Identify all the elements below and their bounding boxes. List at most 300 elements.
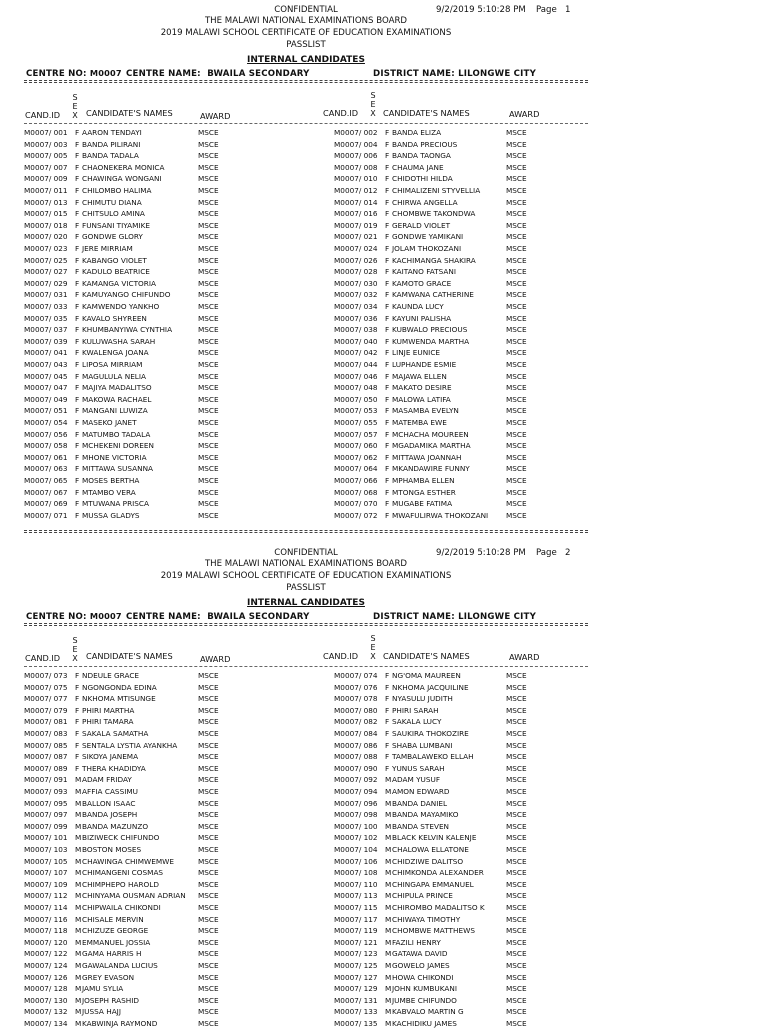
candidate-id: M0007/ 043 bbox=[24, 360, 68, 369]
candidate-name: LIPOSA MIRRIAM bbox=[82, 360, 143, 369]
candidate-id: M0007/ 044 bbox=[334, 360, 378, 369]
col-candid-right: CAND.ID bbox=[323, 651, 359, 661]
candidate-sex: F bbox=[385, 244, 390, 253]
candidate-name: GREY EVASON bbox=[82, 972, 135, 982]
candidate-id: M0007/ 037 bbox=[24, 325, 68, 335]
candidate-award: MSCE bbox=[506, 775, 527, 785]
candidate-name: KAITANO FATSANI bbox=[392, 267, 456, 277]
centre-name bbox=[126, 612, 310, 622]
candidate-award: MSCE bbox=[506, 729, 527, 738]
candidate-name: MATUMBO TADALA bbox=[82, 429, 151, 439]
candidate-id: M0007/ 046 bbox=[334, 371, 378, 381]
candidate-award: MSCE bbox=[506, 856, 527, 866]
candidate-id: M0007/ 047 bbox=[24, 383, 68, 393]
candidate-sex: F bbox=[75, 151, 80, 161]
candidate-sex: F bbox=[75, 325, 80, 335]
candidate-award: MSCE bbox=[198, 845, 219, 854]
candidate-sex: F bbox=[385, 336, 390, 346]
header-divider bbox=[24, 623, 588, 624]
candidate-id: M0007/ 083 bbox=[24, 729, 68, 738]
candidate-name: MGADAMIKA MARTHA bbox=[392, 441, 471, 451]
candidate-name: MAJAWA ELLEN bbox=[392, 371, 447, 381]
candidate-name: SHABA LUMBANI bbox=[392, 740, 453, 750]
sex-x: X bbox=[370, 652, 376, 661]
candidate-sex: F bbox=[75, 406, 80, 416]
candidate-sex: F bbox=[385, 705, 390, 715]
candidate-sex: F bbox=[75, 464, 80, 474]
candidate-id: M0007/ 004 bbox=[334, 139, 378, 149]
candidate-award: MSCE bbox=[198, 949, 219, 959]
candidate-award: MSCE bbox=[506, 371, 527, 381]
candidate-id: M0007/ 109 bbox=[24, 879, 68, 889]
sex-e: E bbox=[370, 100, 376, 109]
candidate-id: M0007/ 068 bbox=[334, 487, 378, 497]
candidate-id: M0007/ 056 bbox=[24, 429, 68, 439]
candidate-name: MATEMBA EWE bbox=[392, 418, 447, 427]
candidate-sex: F bbox=[385, 162, 390, 172]
candidate-id: M0007/ 100 bbox=[334, 821, 378, 831]
candidate-sex: M bbox=[385, 821, 392, 831]
candidate-id: M0007/ 033 bbox=[24, 302, 68, 311]
candidate-sex: F bbox=[75, 752, 80, 762]
candidate-name: GATAWA DAVID bbox=[392, 949, 448, 959]
candidate-name: CHIMANGENI COSMAS bbox=[82, 868, 164, 878]
candidate-sex: M bbox=[385, 1007, 392, 1017]
candidate-id: M0007/ 023 bbox=[24, 244, 68, 253]
candidate-id: M0007/ 035 bbox=[24, 313, 68, 323]
district-value: LILONGWE CITY bbox=[458, 612, 537, 622]
candidate-name: BANDA PILIRANI bbox=[82, 139, 141, 149]
candidate-sex: M bbox=[385, 833, 392, 843]
candidate-sex: F bbox=[75, 371, 80, 381]
candidate-id: M0007/ 090 bbox=[334, 763, 378, 773]
candidate-name: BIZIWECK CHIFUNDO bbox=[82, 833, 160, 843]
candidate-award: MSCE bbox=[198, 197, 219, 207]
candidate-award: MSCE bbox=[198, 464, 219, 474]
candidate-name: BALLON ISAAC bbox=[82, 798, 136, 808]
sex-s: S bbox=[370, 91, 376, 100]
candidate-sex: M bbox=[385, 787, 392, 796]
centre-name-label: CENTRE NAME: bbox=[126, 69, 201, 79]
candidate-award: MSCE bbox=[506, 694, 527, 704]
candidate-id: M0007/ 032 bbox=[334, 290, 378, 300]
candidate-name: ADAM FRIDAY bbox=[82, 775, 132, 785]
candidate-sex: F bbox=[75, 255, 80, 265]
sex-e: E bbox=[72, 102, 78, 111]
candidate-sex: F bbox=[385, 694, 390, 704]
candidate-award: MSCE bbox=[198, 694, 219, 704]
candidate-id: M0007/ 134 bbox=[24, 1019, 68, 1028]
candidate-id: M0007/ 057 bbox=[334, 429, 378, 439]
candidate-name: CHAWINGA CHIMWEMWE bbox=[82, 856, 174, 866]
candidate-award: MSCE bbox=[198, 429, 219, 439]
candidate-id: M0007/ 009 bbox=[24, 174, 68, 184]
candidate-id: M0007/ 019 bbox=[334, 220, 378, 230]
candidate-id: M0007/ 005 bbox=[24, 151, 68, 161]
candidate-id: M0007/ 060 bbox=[334, 441, 378, 451]
candidate-award: MSCE bbox=[198, 302, 219, 311]
candidate-id: M0007/ 008 bbox=[334, 162, 378, 172]
candidate-name: PHIRI SARAH bbox=[392, 705, 439, 715]
candidate-award: MSCE bbox=[198, 984, 219, 994]
candidate-name: KUMWENDA MARTHA bbox=[392, 336, 470, 346]
candidate-name: BANDA TADALA bbox=[82, 151, 139, 161]
candidate-sex: F bbox=[385, 360, 390, 369]
candidate-award: MSCE bbox=[506, 821, 527, 831]
district-name bbox=[373, 612, 536, 622]
candidate-id: M0007/ 080 bbox=[334, 705, 378, 715]
candidate-name: MAKATO DESIRE bbox=[392, 383, 452, 393]
candidate-name: KAMANGA VICTORIA bbox=[82, 278, 157, 288]
candidate-id: M0007/ 045 bbox=[24, 371, 68, 381]
candidate-sex: F bbox=[75, 336, 80, 346]
centre-name-value: BWAILA SECONDARY bbox=[207, 69, 310, 79]
candidate-id: M0007/ 110 bbox=[334, 879, 378, 889]
candidate-name: LUPHANDE ESMIE bbox=[392, 360, 457, 369]
candidate-award: MSCE bbox=[506, 418, 527, 427]
print-datetime: 9/2/2019 5:10:28 PM bbox=[436, 548, 526, 558]
candidate-id: M0007/ 036 bbox=[334, 313, 378, 323]
candidate-sex: F bbox=[385, 418, 390, 427]
candidate-sex: M bbox=[385, 1019, 392, 1028]
col-candid-right: CAND.ID bbox=[323, 108, 359, 118]
candidate-award: MSCE bbox=[198, 926, 219, 936]
candidate-award: MSCE bbox=[506, 798, 527, 808]
col-names-left: CANDIDATE'S NAMES bbox=[86, 651, 173, 661]
candidate-name: BANDA STEVEN bbox=[392, 821, 450, 831]
candidate-id: M0007/ 133 bbox=[334, 1007, 378, 1017]
candidate-award: MSCE bbox=[198, 209, 219, 219]
sex-s: S bbox=[72, 636, 78, 645]
candidate-sex: F bbox=[385, 406, 390, 416]
candidate-award: MSCE bbox=[198, 186, 219, 195]
candidate-award: MSCE bbox=[198, 441, 219, 451]
candidate-award: MSCE bbox=[198, 336, 219, 346]
candidate-id: M0007/ 091 bbox=[24, 775, 68, 785]
candidate-sex: M bbox=[75, 926, 82, 936]
candidate-name: CHIRWA ANGELLA bbox=[392, 197, 458, 207]
candidate-id: M0007/ 082 bbox=[334, 717, 378, 727]
candidate-sex: M bbox=[385, 903, 392, 912]
candidate-award: MSCE bbox=[198, 729, 219, 738]
candidate-sex: F bbox=[75, 360, 80, 369]
candidate-id: M0007/ 048 bbox=[334, 383, 378, 393]
candidate-id: M0007/ 119 bbox=[334, 926, 378, 936]
candidate-name: KAMOTO GRACE bbox=[392, 278, 452, 288]
candidate-sex: M bbox=[75, 810, 82, 820]
candidate-award: MSCE bbox=[506, 452, 527, 462]
candidate-sex: F bbox=[385, 255, 390, 265]
candidate-id: M0007/ 027 bbox=[24, 267, 68, 277]
candidate-award: MSCE bbox=[506, 995, 527, 1005]
page-number bbox=[536, 548, 570, 558]
candidate-name: TAMBALAWEKO ELLAH bbox=[392, 752, 474, 762]
candidate-award: MSCE bbox=[198, 798, 219, 808]
candidate-name: CHIDZIWE DALITSO bbox=[392, 856, 464, 866]
candidate-award: MSCE bbox=[198, 290, 219, 300]
centre-no bbox=[26, 68, 122, 79]
candidate-sex: M bbox=[385, 995, 392, 1005]
candidate-sex: M bbox=[385, 972, 392, 982]
candidate-award: MSCE bbox=[198, 394, 219, 404]
candidate-sex: F bbox=[75, 671, 80, 680]
candidate-award: MSCE bbox=[506, 752, 527, 762]
candidate-sex: F bbox=[385, 348, 390, 358]
candidate-name: BANDA MAYAMIKO bbox=[392, 810, 459, 820]
candidate-id: M0007/ 029 bbox=[24, 278, 68, 288]
candidate-award: MSCE bbox=[198, 348, 219, 358]
candidate-sex: F bbox=[385, 313, 390, 323]
exam-title: 2019 MALAWI SCHOOL CERTIFICATE OF EDUCATION EXAMINATIONS bbox=[160, 571, 452, 581]
candidate-award: MSCE bbox=[198, 174, 219, 184]
candidate-id: M0007/ 076 bbox=[334, 682, 378, 692]
candidate-name: KAUNDA LUCY bbox=[392, 302, 444, 311]
candidate-award: MSCE bbox=[506, 833, 527, 843]
candidate-name: CHITSULO AMINA bbox=[82, 209, 145, 219]
district-value: LILONGWE CITY bbox=[458, 69, 537, 79]
candidate-sex: F bbox=[385, 476, 390, 485]
candidate-id: M0007/ 071 bbox=[24, 510, 68, 520]
candidate-award: MSCE bbox=[506, 232, 527, 242]
candidate-award: MSCE bbox=[506, 682, 527, 692]
candidate-name: ADAM YUSUF bbox=[392, 775, 441, 785]
candidate-name: KACHIDIKU JAMES bbox=[392, 1019, 457, 1028]
candidate-sex: F bbox=[75, 128, 80, 137]
candidate-award: MSCE bbox=[506, 406, 527, 416]
candidate-name: SENTALA LYSTIA AYANKHA bbox=[82, 740, 178, 750]
candidate-sex: F bbox=[75, 763, 80, 773]
candidate-id: M0007/ 051 bbox=[24, 406, 68, 416]
district-name bbox=[373, 69, 536, 79]
candidate-name: MASAMBA EVELYN bbox=[392, 406, 459, 416]
candidate-award: MSCE bbox=[198, 452, 219, 462]
candidate-id: M0007/ 015 bbox=[24, 209, 68, 219]
candidate-sex: M bbox=[75, 868, 82, 878]
candidate-name: AFFIA CASSIMU bbox=[82, 787, 138, 796]
passlist-title: PASSLIST bbox=[286, 40, 326, 50]
candidate-award: MSCE bbox=[506, 937, 527, 947]
candidate-sex: M bbox=[385, 845, 392, 854]
candidate-id: M0007/ 013 bbox=[24, 197, 68, 207]
col-sex-left bbox=[71, 93, 79, 120]
candidate-award: MSCE bbox=[506, 891, 527, 901]
candidate-id: M0007/ 058 bbox=[24, 441, 68, 451]
candidate-sex: F bbox=[385, 278, 390, 288]
candidate-id: M0007/ 105 bbox=[24, 856, 68, 866]
candidate-sex: F bbox=[75, 682, 80, 692]
candidate-name: AARON TENDAYI bbox=[82, 128, 142, 137]
candidate-id: M0007/ 055 bbox=[334, 418, 378, 427]
candidate-name: YUNUS SARAH bbox=[392, 763, 445, 773]
centre-name-value: BWAILA SECONDARY bbox=[207, 612, 310, 622]
candidate-name: CHAONEKERA MONICA bbox=[82, 162, 165, 172]
candidate-name: MUGABE FATIMA bbox=[392, 499, 453, 509]
candidate-award: MSCE bbox=[198, 128, 219, 137]
candidate-name: CHIROMBO MADALITSO K bbox=[392, 903, 485, 912]
sex-e: E bbox=[370, 643, 376, 652]
candidate-award: MSCE bbox=[198, 682, 219, 692]
candidate-id: M0007/ 078 bbox=[334, 694, 378, 704]
candidate-name: JOLAM THOKOZANI bbox=[392, 244, 462, 253]
candidate-name: CHIZUZE GEORGE bbox=[82, 926, 149, 936]
candidate-award: MSCE bbox=[198, 371, 219, 381]
candidate-award: MSCE bbox=[506, 914, 527, 924]
candidate-sex: F bbox=[385, 139, 390, 149]
col-candid-left: CAND.ID bbox=[25, 653, 61, 663]
sex-s: S bbox=[370, 634, 376, 643]
candidate-award: MSCE bbox=[198, 220, 219, 230]
district-label: DISTRICT NAME: bbox=[373, 69, 455, 79]
candidate-id: M0007/ 081 bbox=[24, 717, 68, 727]
candidate-name: CHILOMBO HALIMA bbox=[82, 186, 152, 195]
candidate-award: MSCE bbox=[198, 139, 219, 149]
candidate-name: CHIMKONDA ALEXANDER bbox=[392, 868, 484, 878]
candidate-id: M0007/ 092 bbox=[334, 775, 378, 785]
candidate-name: SAUKIRA THOKOZIRE bbox=[392, 729, 469, 738]
candidate-award: MSCE bbox=[506, 394, 527, 404]
candidate-sex: M bbox=[75, 903, 82, 912]
candidate-sex: F bbox=[385, 383, 390, 393]
candidate-name: GERALD VIOLET bbox=[392, 220, 451, 230]
candidate-sex: F bbox=[385, 394, 390, 404]
candidate-name: CHOMBWE MATTHEWS bbox=[392, 926, 475, 936]
candidate-id: M0007/ 124 bbox=[24, 961, 68, 970]
candidate-award: MSCE bbox=[198, 740, 219, 750]
candidate-sex: F bbox=[75, 452, 80, 462]
candidate-name: MCHEKENI DOREEN bbox=[82, 441, 154, 451]
passlist-title: PASSLIST bbox=[286, 583, 326, 593]
candidate-award: MSCE bbox=[506, 441, 527, 451]
candidate-name: GONDWE YAMIKANI bbox=[392, 232, 464, 242]
candidate-name: MOSES BERTHA bbox=[82, 476, 140, 485]
candidate-name: CHIPULA PRINCE bbox=[392, 891, 453, 901]
candidate-name: KHUMBANYIWA CYNTHIA bbox=[82, 325, 173, 335]
candidate-award: MSCE bbox=[198, 360, 219, 369]
candidate-id: M0007/ 002 bbox=[334, 128, 378, 137]
candidate-sex: F bbox=[75, 197, 80, 207]
candidate-sex: M bbox=[385, 868, 392, 878]
board-title: THE MALAWI NATIONAL EXAMINATIONS BOARD bbox=[204, 559, 408, 569]
candidate-id: M0007/ 066 bbox=[334, 476, 378, 485]
page-number-value: 2 bbox=[565, 548, 571, 558]
candidate-id: M0007/ 129 bbox=[334, 984, 378, 994]
candidate-name: BANDA DANIEL bbox=[392, 798, 448, 808]
candidate-sex: F bbox=[75, 476, 80, 485]
candidate-award: MSCE bbox=[198, 499, 219, 509]
candidate-sex: M bbox=[75, 961, 82, 970]
candidate-name: MKANDAWIRE FUNNY bbox=[392, 464, 470, 474]
candidate-award: MSCE bbox=[506, 487, 527, 497]
candidate-id: M0007/ 104 bbox=[334, 845, 378, 854]
candidate-award: MSCE bbox=[506, 255, 527, 265]
candidate-sex: M bbox=[75, 856, 82, 866]
candidate-award: MSCE bbox=[506, 290, 527, 300]
candidate-name: GAMA HARRIS H bbox=[82, 949, 142, 959]
candidate-id: M0007/ 067 bbox=[24, 487, 68, 497]
candidate-sex: F bbox=[75, 174, 80, 184]
candidate-id: M0007/ 012 bbox=[334, 186, 378, 195]
centre-no bbox=[26, 611, 122, 622]
candidate-sex: F bbox=[75, 139, 80, 149]
sex-e: E bbox=[72, 645, 78, 654]
candidate-name: JUSSA HAJJ bbox=[82, 1007, 121, 1017]
candidate-id: M0007/ 115 bbox=[334, 903, 378, 912]
candidate-award: MSCE bbox=[198, 787, 219, 796]
candidate-name: KULUWASHA SARAH bbox=[82, 336, 156, 346]
candidate-name: HOWA CHIKONDI bbox=[392, 972, 454, 982]
candidate-award: MSCE bbox=[506, 128, 527, 137]
candidate-id: M0007/ 125 bbox=[334, 961, 378, 970]
candidate-id: M0007/ 040 bbox=[334, 336, 378, 346]
col-award-right: AWARD bbox=[509, 109, 540, 119]
candidate-award: MSCE bbox=[506, 278, 527, 288]
candidate-name: CHALOWA ELLATONE bbox=[392, 845, 469, 854]
candidate-award: MSCE bbox=[506, 174, 527, 184]
candidate-sex: F bbox=[385, 752, 390, 762]
candidate-sex: M bbox=[385, 856, 392, 866]
candidate-name: AMON EDWARD bbox=[392, 787, 450, 796]
candidate-name: MHONE VICTORIA bbox=[82, 452, 147, 462]
candidate-sex: F bbox=[75, 717, 80, 727]
candidate-sex: F bbox=[75, 290, 80, 300]
candidate-id: M0007/ 020 bbox=[24, 232, 68, 242]
candidate-award: MSCE bbox=[198, 891, 219, 901]
candidate-award: MSCE bbox=[506, 671, 527, 680]
candidate-sex: F bbox=[385, 174, 390, 184]
candidate-sex: M bbox=[75, 787, 82, 796]
candidate-name: CHAWINGA WONGANI bbox=[82, 174, 162, 184]
candidate-id: M0007/ 122 bbox=[24, 949, 68, 959]
candidate-sex: F bbox=[75, 694, 80, 704]
candidate-name: MITTAWA JOANNAH bbox=[392, 452, 462, 462]
candidate-award: MSCE bbox=[506, 705, 527, 715]
candidate-sex: F bbox=[385, 302, 390, 311]
candidate-id: M0007/ 107 bbox=[24, 868, 68, 878]
candidate-id: M0007/ 053 bbox=[334, 406, 378, 416]
candidate-sex: F bbox=[75, 186, 80, 195]
candidate-id: M0007/ 079 bbox=[24, 705, 68, 715]
candidate-name: CHIMPHEPO HAROLD bbox=[82, 879, 159, 889]
candidate-name: PHIRI TAMARA bbox=[82, 717, 134, 727]
header-divider bbox=[24, 80, 588, 81]
candidate-award: MSCE bbox=[506, 429, 527, 439]
centre-no-label: CENTRE NO: bbox=[26, 69, 87, 79]
candidate-name: KABWINJA RAYMOND bbox=[82, 1019, 158, 1028]
candidate-award: MSCE bbox=[506, 162, 527, 172]
candidate-name: NKHOMA MTISUNGE bbox=[82, 694, 156, 704]
candidate-sex: M bbox=[385, 984, 392, 994]
col-sex-left bbox=[71, 636, 79, 663]
candidate-award: MSCE bbox=[506, 961, 527, 970]
candidate-name: JERE MIRRIAM bbox=[82, 244, 133, 253]
candidate-name: BOSTON MOSES bbox=[82, 845, 142, 854]
candidate-id: M0007/ 084 bbox=[334, 729, 378, 738]
candidate-sex: F bbox=[385, 499, 390, 509]
candidate-id: M0007/ 018 bbox=[24, 220, 68, 230]
candidate-award: MSCE bbox=[506, 879, 527, 889]
candidate-award: MSCE bbox=[198, 278, 219, 288]
candidate-award: MSCE bbox=[198, 244, 219, 253]
candidate-sex: M bbox=[75, 1007, 82, 1017]
candidate-sex: F bbox=[385, 740, 390, 750]
candidate-sex: F bbox=[385, 220, 390, 230]
candidate-id: M0007/ 127 bbox=[334, 972, 378, 982]
col-award-right: AWARD bbox=[509, 652, 540, 662]
candidate-sex: F bbox=[385, 151, 390, 161]
candidate-award: MSCE bbox=[506, 464, 527, 474]
candidate-award: MSCE bbox=[198, 162, 219, 172]
candidate-name: CHOMBWE TAKONDWA bbox=[392, 209, 476, 219]
